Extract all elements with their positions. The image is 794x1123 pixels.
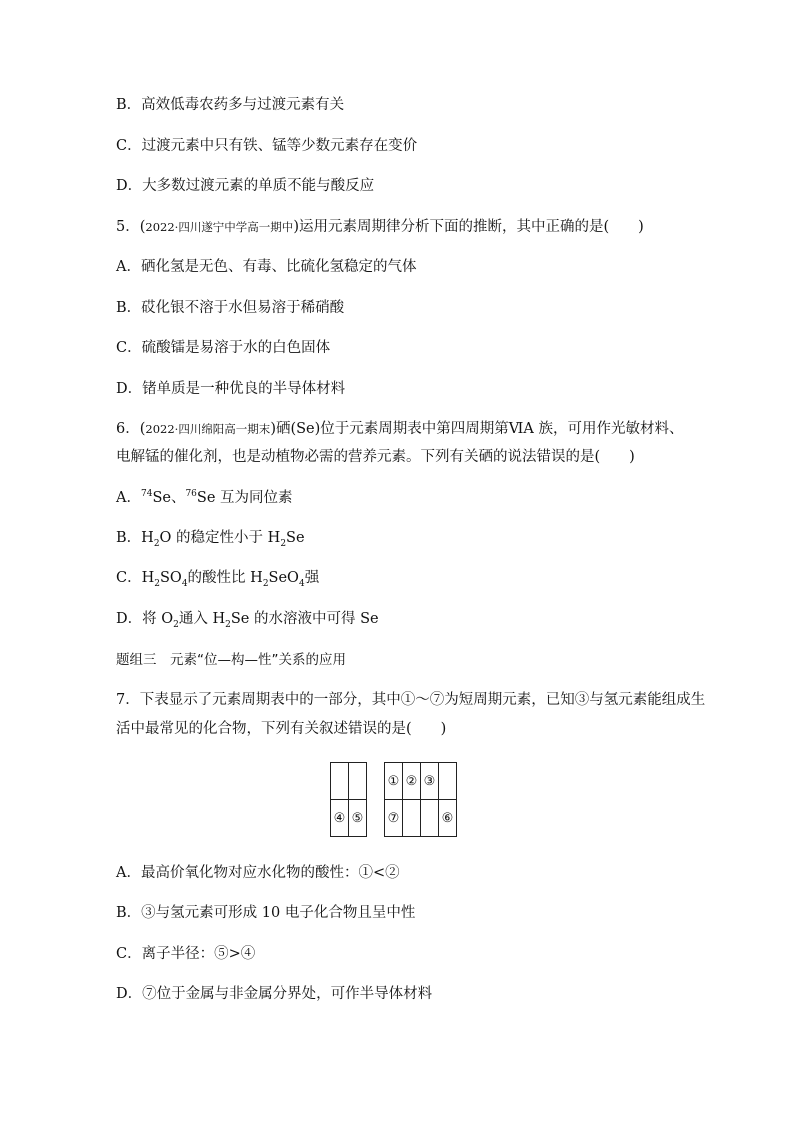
q6-source: 2022·四川绵阳高一期末 xyxy=(145,422,271,436)
subscript: 2 xyxy=(154,578,160,589)
q6-a-rest: Se 互为同位素 xyxy=(196,490,293,506)
q4-option-c: C．过渡元素中只有铁、锰等少数元素存在变价 xyxy=(116,138,418,154)
cell-4: ④ xyxy=(331,800,349,837)
q7-option-a: A．最高价氧化物对应水化物的酸性：①<② xyxy=(116,865,400,881)
q5-stem-text: )运用元素周期律分析下面的推断，其中正确的是( ) xyxy=(293,219,644,235)
q6-d-text2: 通入 H xyxy=(178,611,226,627)
subscript: 2 xyxy=(280,538,287,549)
q5-option-a: A．硒化氢是无色、有毒、比硫化氢稳定的气体 xyxy=(116,259,417,275)
cell xyxy=(349,763,367,800)
cell xyxy=(421,800,439,837)
q6-b-text3: Se xyxy=(286,530,305,546)
q6-c-text2: SO xyxy=(159,570,182,586)
q6-a-label: A． xyxy=(116,490,141,506)
q6-stem-line1 xyxy=(116,419,683,439)
q6-c-text5: 强 xyxy=(304,570,320,586)
q5-option-c: C．硫酸镭是易溶于水的白色固体 xyxy=(116,340,331,356)
mass-number-74: 74 xyxy=(140,489,153,500)
q5-stem xyxy=(116,217,644,237)
q4-option-b: B．高效低毒农药多与过渡元素有关 xyxy=(116,97,345,113)
gap xyxy=(367,800,385,837)
q5-option-b: B．砹化银不溶于水但易溶于稀硝酸 xyxy=(116,300,345,316)
q6-d-text1: D．将 O xyxy=(116,611,174,627)
group3-heading: 题组三 元素“位—构—性”关系的应用 xyxy=(116,652,346,668)
q7-option-b: B．③与氢元素可形成 10 电子化合物且呈中性 xyxy=(116,905,416,921)
cell-5: ⑤ xyxy=(349,800,367,837)
q7-stem-line2: 活中最常见的化合物，下列有关叙述错误的是( ) xyxy=(116,721,447,737)
subscript: 4 xyxy=(298,578,305,589)
gap xyxy=(367,763,385,800)
q6-b-text1: B．H xyxy=(116,530,154,546)
mass-number-76: 76 xyxy=(185,489,197,500)
cell-1: ① xyxy=(385,763,403,800)
q6-c-text1: C．H xyxy=(116,570,155,586)
q6-option-d xyxy=(116,609,379,629)
subscript: 4 xyxy=(181,578,188,589)
periodic-table-fragment xyxy=(330,762,457,837)
cell xyxy=(331,763,349,800)
cell-6: ⑥ xyxy=(439,800,457,837)
subscript: 2 xyxy=(173,619,179,630)
q6-d-text3: Se 的水溶液中可得 Se xyxy=(230,611,379,627)
q6-stem-line2: 电解锰的催化剂，也是动植物必需的营养元素。下列有关硒的说法错误的是( ) xyxy=(116,449,635,465)
q7-stem-line1: 7．下表显示了元素周期表中的一部分，其中①～⑦为短周期元素，已知③与氢元素能组成生 xyxy=(116,692,706,708)
subscript: 2 xyxy=(262,578,269,589)
q5-option-d: D．锗单质是一种优良的半导体材料 xyxy=(116,381,346,397)
q6-a-mid: Se、 xyxy=(152,490,186,506)
cell-2: ② xyxy=(403,763,421,800)
q7-option-d: D．⑦位于金属与非金属分界处，可作半导体材料 xyxy=(116,986,433,1002)
cell-3: ③ xyxy=(421,763,439,800)
q5-number: 5．( xyxy=(116,219,146,235)
q4-option-d: D．大多数过渡元素的单质不能与酸反应 xyxy=(116,178,375,194)
q6-option-c xyxy=(116,568,319,588)
q6-c-text4: SeO xyxy=(268,570,299,586)
q6-number: 6．( xyxy=(116,421,146,437)
q7-option-c: C．离子半径：⑤>④ xyxy=(116,946,256,962)
q5-source: 2022·四川遂宁中学高一期中 xyxy=(145,220,294,234)
subscript: 2 xyxy=(153,538,160,549)
cell xyxy=(403,800,421,837)
q6-stem-text: )硒(Se)位于元素周期表中第四周期第ⅥA 族，可用作光敏材料、 xyxy=(270,421,684,437)
subscript: 2 xyxy=(225,619,231,630)
cell-7: ⑦ xyxy=(385,800,403,837)
q6-c-text3: 的酸性比 H xyxy=(187,570,263,586)
q6-option-b xyxy=(116,528,305,548)
q6-option-a xyxy=(116,488,293,508)
q6-b-text2: O 的稳定性小于 H xyxy=(159,530,281,546)
cell xyxy=(439,763,457,800)
